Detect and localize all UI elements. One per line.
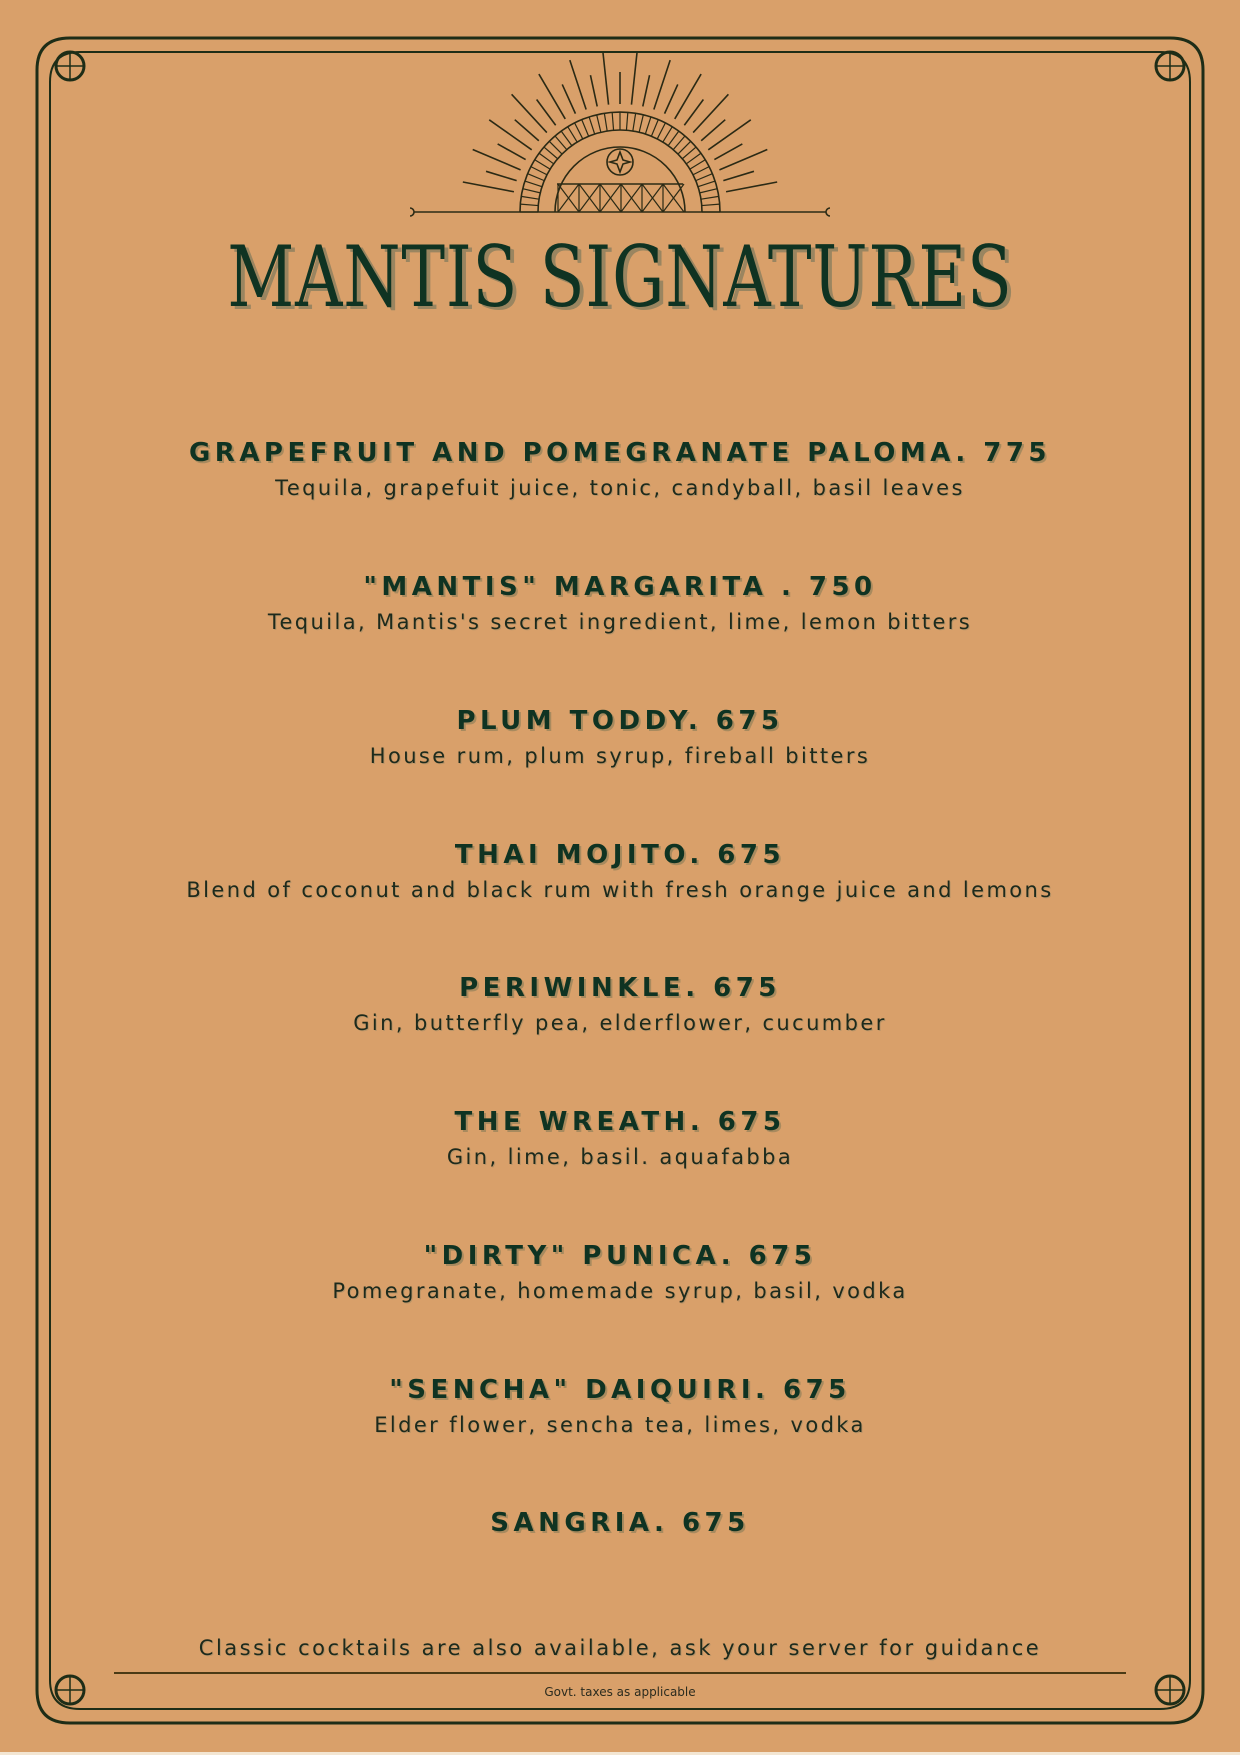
arch-tick: [521, 196, 539, 199]
menu-item: [0, 840, 1240, 902]
menu-item: [0, 1241, 1240, 1303]
arch-tick: [633, 113, 636, 131]
sun-ray: [498, 144, 526, 160]
arch-tick: [645, 117, 651, 134]
item-name: PERIWINKLE. 675: [459, 973, 781, 1003]
sun-ray: [603, 53, 609, 105]
item-description: Pomegranate, homemade syrup, basil, vodka: [332, 1279, 908, 1303]
tax-note: Govt. taxes as applicable: [544, 1685, 696, 1699]
arch-tick: [582, 120, 589, 137]
lattice: [558, 184, 579, 212]
menu-item: [0, 1375, 1240, 1437]
menu-item: [0, 1508, 1240, 1538]
sun-ray: [512, 94, 547, 132]
menu-item: [0, 438, 1240, 500]
arch-tick: [700, 189, 718, 193]
arch-tick: [555, 136, 567, 150]
arch-tick: [544, 147, 558, 159]
item-description: Tequila, Mantis's secret ingredient, lime, lemon bitters: [267, 610, 973, 634]
arch-tick: [561, 131, 572, 146]
sun-ray: [486, 171, 517, 180]
arch-tick: [597, 115, 601, 133]
page-title: MANTIS SIGNATURES: [227, 228, 1013, 326]
arch-tick: [626, 112, 627, 130]
arch-tick: [686, 153, 701, 164]
item-description: Elder flower, sencha tea, limes, vodka: [374, 1413, 866, 1437]
footer-note: Classic cocktails are also available, ask your server for guidance: [198, 1636, 1042, 1660]
arch-tick: [682, 147, 696, 159]
sun-ray: [590, 75, 597, 106]
arch-tick: [525, 181, 542, 187]
sun-ray: [665, 84, 678, 113]
divider: [114, 1672, 1126, 1674]
sun-ray: [726, 182, 777, 192]
sun-ray: [684, 100, 703, 126]
sun-ray: [489, 120, 532, 150]
arch-tick: [673, 136, 685, 150]
menu-item: [0, 706, 1240, 768]
sun-ray: [723, 171, 754, 180]
item-name: THE WREATH. 675: [454, 1107, 786, 1137]
arch-tick: [589, 117, 595, 134]
arch-tick: [663, 127, 672, 142]
arch-tick: [568, 127, 577, 142]
arch-tick: [696, 174, 713, 181]
sun-ray: [693, 94, 728, 132]
arch-tick: [523, 189, 541, 193]
arch-tick: [531, 167, 547, 175]
arch-tick: [693, 167, 709, 175]
item-description: Gin, butterfly pea, elderflower, cucumber: [353, 1011, 887, 1035]
arch-tick: [612, 112, 613, 130]
arch-tick: [535, 160, 550, 169]
item-name: THAI MOJITO. 675: [454, 840, 786, 870]
sun-ray: [714, 144, 742, 160]
sun-ray: [539, 74, 565, 119]
arch-tick: [702, 204, 720, 205]
lattice: [600, 184, 621, 212]
sun-ray: [562, 84, 575, 113]
lattice: [621, 184, 642, 212]
arch-tick: [639, 115, 643, 133]
item-name: "DIRTY" PUNICA. 675: [423, 1241, 817, 1271]
arch-tick: [520, 204, 538, 205]
sun-ray: [701, 120, 725, 141]
sun-ray: [570, 60, 586, 109]
lattice: [663, 184, 684, 212]
menu-item: [0, 973, 1240, 1035]
item-description: Blend of coconut and black rum with fresh orange juice and lemons: [186, 878, 1054, 902]
sunburst-ornament: [410, 50, 830, 220]
item-name: GRAPEFRUIT AND POMEGRANATE PALOMA. 775: [188, 438, 1052, 468]
item-name: "MANTIS" MARGARITA . 750: [363, 572, 877, 602]
arch-tick: [698, 181, 715, 187]
arch-tick: [668, 131, 679, 146]
sun-ray: [675, 74, 701, 119]
sun-ray: [708, 120, 751, 150]
sun-ray: [515, 120, 539, 141]
arch-tick: [575, 123, 583, 139]
sun-ray: [537, 100, 556, 126]
sun-ray: [654, 60, 670, 109]
sun-ray: [631, 53, 637, 105]
arch-tick: [549, 141, 562, 154]
item-description: Tequila, grapefuit juice, tonic, candyball, basil leaves: [275, 476, 965, 500]
item-description: Gin, lime, basil. aquafabba: [446, 1145, 794, 1169]
arch-tick: [528, 174, 545, 181]
item-name: PLUM TODDY. 675: [456, 706, 784, 736]
arch-tick: [678, 141, 691, 154]
arch-tick: [657, 123, 665, 139]
arch-tick: [539, 153, 554, 164]
menu-item: [0, 1107, 1240, 1169]
lattice: [642, 184, 663, 212]
sun-ray: [643, 75, 650, 106]
item-description: House rum, plum syrup, fireball bitters: [369, 744, 871, 768]
menu-item: [0, 572, 1240, 634]
sun-ray: [463, 182, 514, 192]
arch-tick: [604, 113, 607, 131]
arch-tick: [701, 196, 719, 199]
item-name: SANGRIA. 675: [490, 1508, 750, 1538]
item-name: "SENCHA" DAIQUIRI. 675: [389, 1375, 851, 1405]
lattice: [579, 184, 600, 212]
arch-tick: [690, 160, 705, 169]
arch-tick: [651, 120, 658, 137]
